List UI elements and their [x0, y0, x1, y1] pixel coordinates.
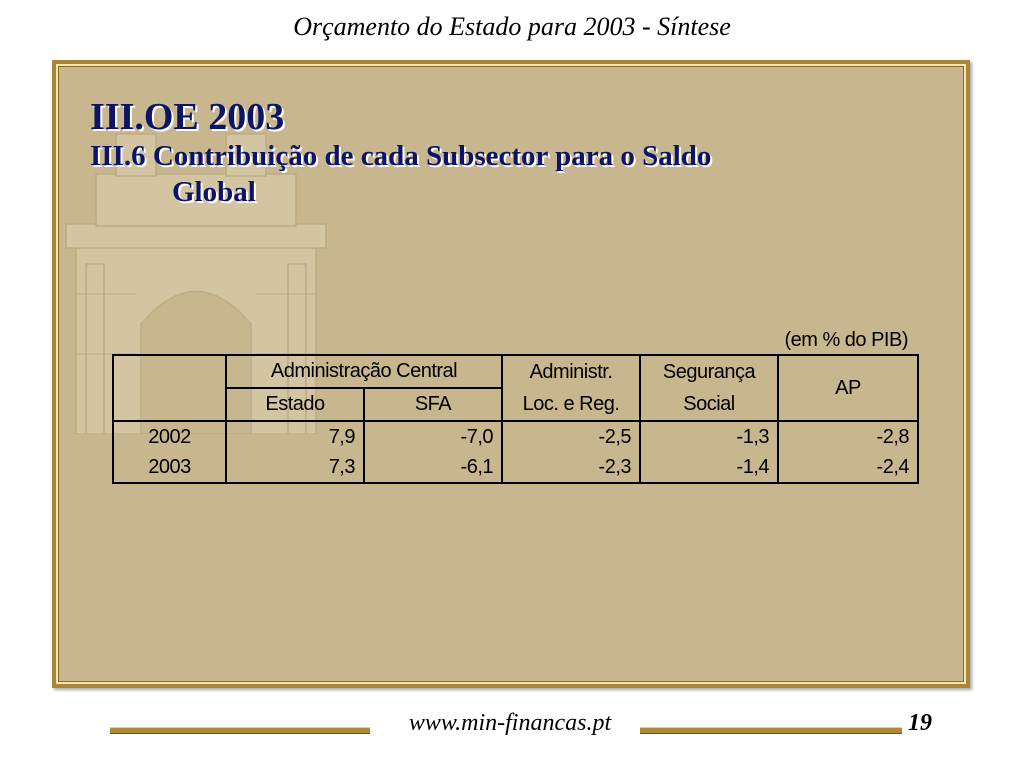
slide-title: Orçamento do Estado para 2003 - Síntese	[293, 12, 731, 41]
page-number: 19	[908, 710, 932, 736]
header-cell: SFA	[364, 388, 502, 421]
table-cell: -1,3	[640, 421, 778, 452]
table-cell: -2,3	[502, 452, 640, 483]
footer-divider-left	[110, 727, 370, 734]
subheading-line-1: III.6 Contribuição de cada Subsector para o Saldo	[90, 140, 712, 172]
header-cell: Estado	[226, 388, 364, 421]
section-heading: III.OE 2003	[90, 96, 285, 138]
unit-note: (em % do PIB)	[784, 329, 908, 351]
header-cell: Loc. e Reg.	[502, 388, 640, 421]
subheading-line-2: Global	[172, 176, 256, 208]
year-cell: 2002	[113, 421, 226, 452]
table-cell: 7,9	[226, 421, 364, 452]
content-panel	[52, 60, 970, 688]
header-empty-cell	[113, 355, 226, 421]
table-row	[113, 421, 918, 452]
table-cell: -2,5	[502, 421, 640, 452]
section-subheading	[90, 138, 880, 210]
header-cell: Administr.	[502, 355, 640, 388]
header-cell: Social	[640, 388, 778, 421]
table-cell: -2,4	[778, 452, 918, 483]
heading-block	[90, 96, 880, 210]
footer-url: www.min-financas.pt	[408, 710, 612, 736]
header-group-cell: Administração Central	[226, 355, 502, 388]
table-row	[113, 452, 918, 483]
table-header-row	[113, 355, 918, 388]
table-cell: -2,8	[778, 421, 918, 452]
table-cell: -1,4	[640, 452, 778, 483]
header-cell: Segurança	[640, 355, 778, 388]
table-cell: -6,1	[364, 452, 502, 483]
header-cell: AP	[778, 355, 918, 421]
year-cell: 2003	[113, 452, 226, 483]
data-table	[112, 354, 919, 484]
table-cell: -7,0	[364, 421, 502, 452]
footer-divider-right	[640, 727, 902, 734]
table-cell: 7,3	[226, 452, 364, 483]
